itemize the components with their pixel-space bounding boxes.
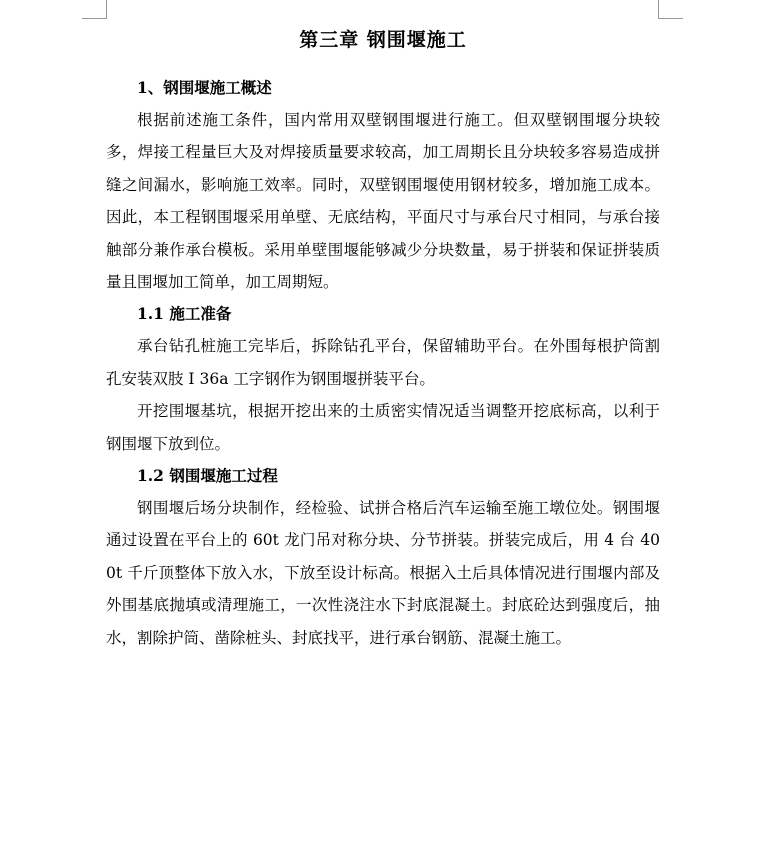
section-heading: 1.2 钢围堰施工过程 [137,466,278,486]
page-corner-mark-top-right [658,0,683,19]
paragraph: 开挖围堰基坑，根据开挖出来的土质密实情况适当调整开挖底标高，以利于钢围堰下放到位。 [106,402,660,453]
page-corner-mark-top-left [82,0,107,19]
paragraph: 钢围堰后场分块制作，经检验、试拼合格后汽车运输至施工墩位处。钢围堰通过设置在平台上的 60t 龙门吊对称分块、分节拼装。拼装完成后，用 4 台 400t 千斤顶整体下放入水，下放至设计标高。根据入土后具体情况进行围堰内部及外围基底抛填或清理施工，一次性浇注水下封底混凝土。封底砼达到强度后，抽水，割除护筒、凿除桩头、封底找平，进行承台钢筋、混凝土施工。 [106,499,660,647]
document-page [106,24,660,654]
paragraph: 承台钻孔桩施工完毕后，拆除钻孔平台，保留辅助平台。在外围每根护筒割孔安装双肢 I 36a 工字钢作为钢围堰拼装平台。 [106,337,660,388]
section-heading: 1、钢围堰施工概述 [137,78,272,97]
section-heading: 1.1 施工准备 [137,304,232,324]
chapter-title: 第三章 钢围堰施工 [299,29,467,51]
paragraph: 根据前述施工条件，国内常用双壁钢围堰进行施工。但双壁钢围堰分块较多，焊接工程量巨大及对焊接质量要求较高，加工周期长且分块较多容易造成拼缝之间漏水，影响施工效率。同时，双壁钢围堰使用钢材较多，增加施工成本。因此，本工程钢围堰采用单壁、无底结构，平面尺寸与承台尺寸相同，与承台接触部分兼作承台模板。采用单壁围堰能够减少分块数量，易于拼装和保证拼装质量且围堰加工简单，加工周期短。 [106,111,660,292]
